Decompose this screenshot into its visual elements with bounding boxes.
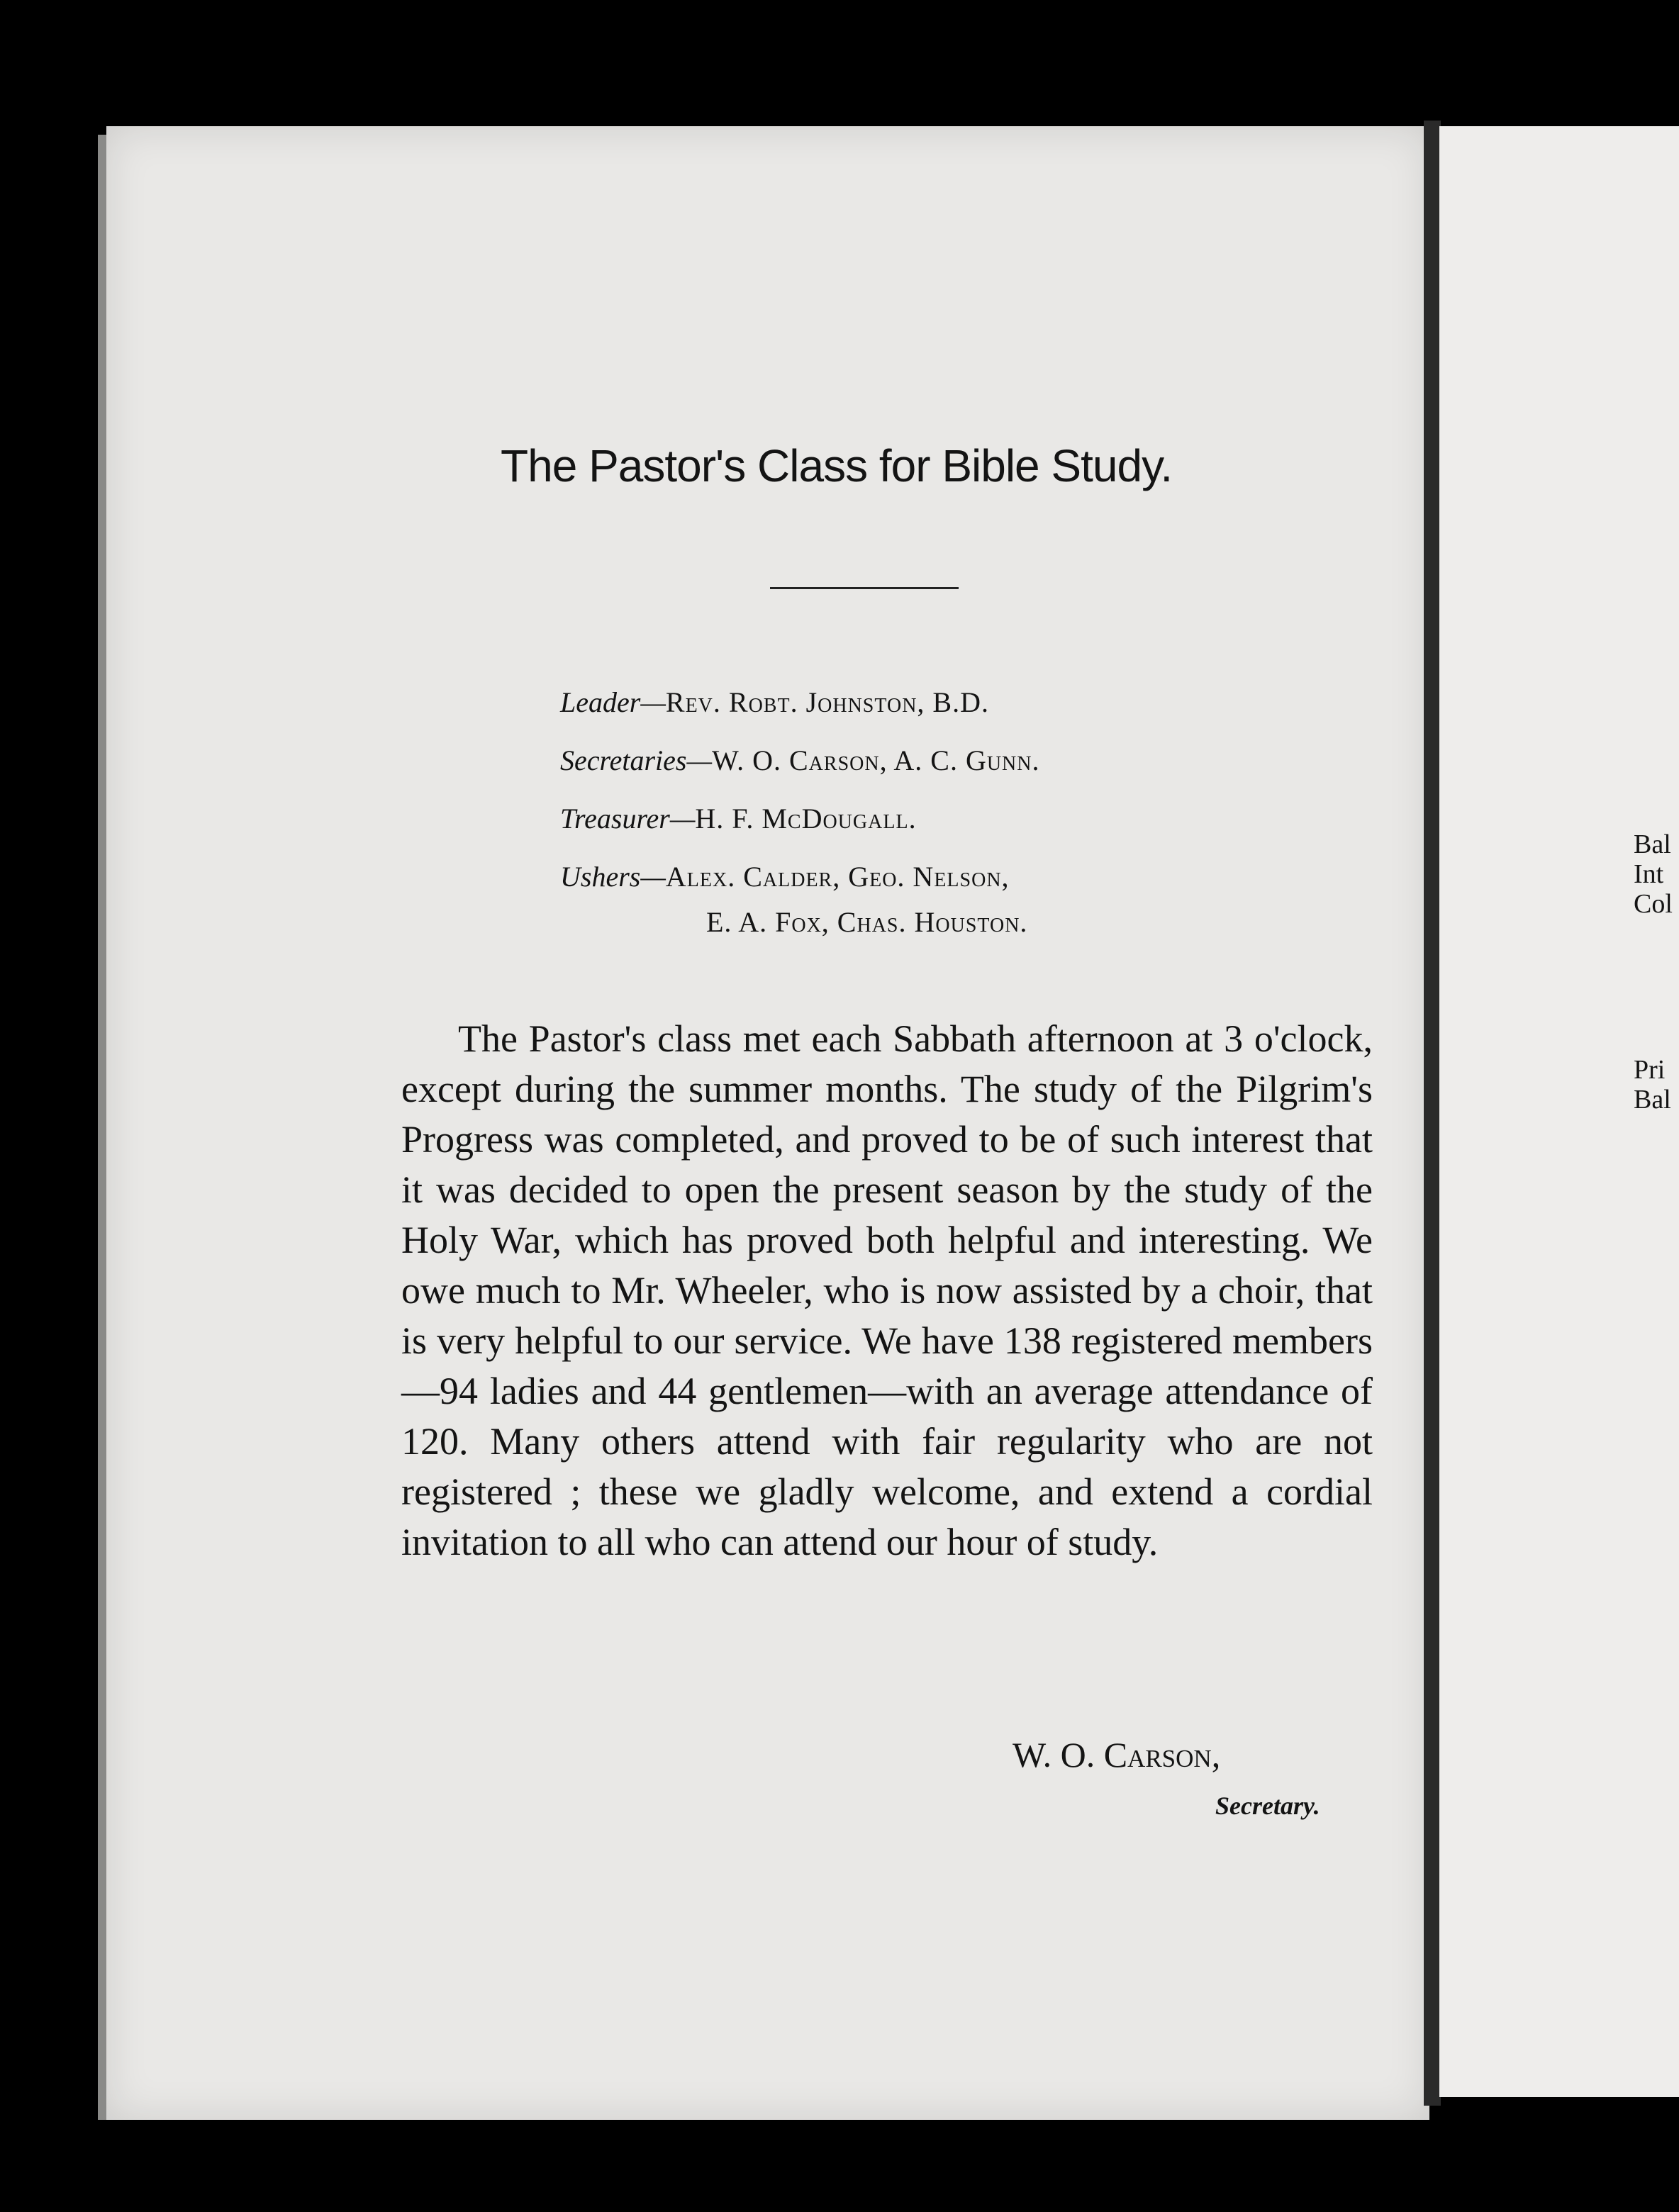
officer-names: Rev. Robt. Johnston, B.D. (665, 686, 989, 718)
body-paragraph: The Pastor's class met each Sabbath afternoon at 3 o'clock, except during the summer months. The study of the Pilgrim's Progress was completed, and proved to be of such interest that it was decided to open the present season by the study of the Holy War, which has proved both helpful and interesting. We owe much to Mr. Wheeler, who is now assisted by a choir, that is very helpful to our service. We have 138 registered members—94 ladies and 44 gentlemen—with an average attendance of 120. Many others attend with fair regularity who are not registered ; these we gladly welcome, and extend a cordial invitation to all who can attend our hour of study. (401, 1017, 1373, 1563)
signature-name: W. O. Carson, (1013, 1735, 1221, 1775)
title-divider (770, 587, 959, 589)
facing-fragment: Bal (1634, 830, 1671, 859)
officer-row-secretaries (560, 732, 1269, 790)
facing-fragment: Pri (1634, 1055, 1666, 1085)
page-title: The Pastor's Class for Bible Study. (501, 440, 1173, 491)
facing-fragment: Bal (1634, 1085, 1671, 1115)
officer-role: Treasurer— (560, 803, 696, 834)
officer-names: W. O. Carson, A. C. Gunn. (712, 744, 1040, 776)
binding-gutter (1424, 121, 1441, 2106)
signature-title: Secretary. (1215, 1792, 1320, 1820)
facing-page-text-group-1 (1634, 830, 1673, 919)
officer-row-treasurer (560, 790, 1269, 848)
officer-row-leader (560, 674, 1269, 732)
officer-names: Alex. Calder, Geo. Nelson, (665, 861, 1010, 893)
facing-fragment: Col (1634, 889, 1673, 919)
officer-names: E. A. Fox, Chas. Houston. (706, 906, 1028, 938)
body-text (401, 1014, 1373, 1568)
officer-role: Ushers— (560, 861, 666, 893)
officer-names: H. F. McDougall. (695, 803, 917, 834)
officer-role: Secretaries— (560, 744, 713, 776)
officers-list (560, 674, 1269, 951)
officer-role: Leader— (560, 686, 666, 718)
facing-fragment: Int (1634, 859, 1664, 889)
facing-page-text-group-2 (1634, 1055, 1671, 1115)
